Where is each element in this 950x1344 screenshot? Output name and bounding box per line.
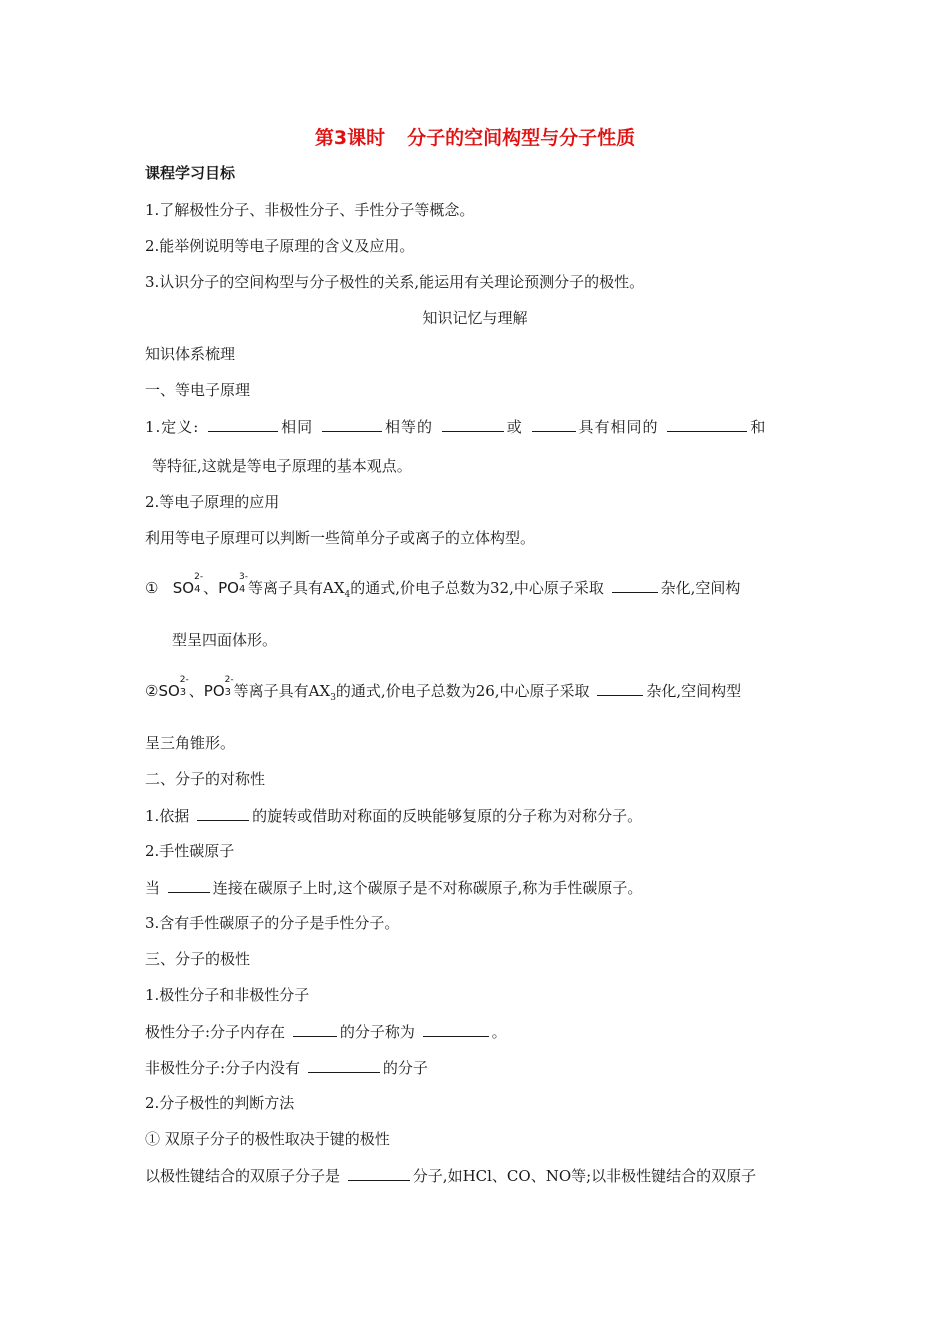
fill-blank[interactable] xyxy=(168,877,210,893)
polarity-line-4: 2.分子极性的判断方法 xyxy=(145,1094,295,1112)
fill-blank[interactable] xyxy=(532,416,576,432)
fill-blank[interactable] xyxy=(322,416,382,432)
application-item-1: ① SO 2- 4 、PO 3- 4 等离子具有$AX_4$的通式,价电子总数为32,中心原子采取 杂化,空间构 xyxy=(145,572,741,600)
application-text: 利用等电子原理可以判断一些简单分子或离子的立体构型。 xyxy=(145,529,536,547)
application-item-1-continuation: 型呈四面体形。 xyxy=(172,631,278,649)
symmetry-line-2: 2.手性碳原子 xyxy=(145,842,235,860)
part3-heading: 三、分子的极性 xyxy=(145,950,251,968)
section-title: 知识记忆与理解 xyxy=(422,309,528,327)
symmetry-line-1: 1.依据 的旋转或借助对称面的反映能够复原的分子称为对称分子。 xyxy=(145,807,643,825)
application-item-2: ②SO 2- 3 、PO 2- 3 等离子具有$AX_3$的通式,价电子总数为26,中心原子采取 杂化,空间构型 xyxy=(145,675,742,703)
objective-item: 2.能举例说明等电子原理的含义及应用。 xyxy=(145,237,415,255)
objective-item: 1.了解极性分子、非极性分子、手性分子等概念。 xyxy=(145,201,475,219)
polarity-line-6: 以极性键结合的双原子分子是 分子,如HCl、CO、NO等;以非极性键结合的双原子 xyxy=(145,1167,757,1185)
symmetry-line-4: 3.含有手性碳原子的分子是手性分子。 xyxy=(145,914,400,932)
fill-blank[interactable] xyxy=(423,1021,489,1037)
part2-heading: 二、分子的对称性 xyxy=(145,770,266,788)
lesson-topic: 分子的空间构型与分子性质 xyxy=(407,127,636,149)
objective-item: 3.认识分子的空间构型与分子极性的关系,能运用有关理论预测分子的极性。 xyxy=(145,273,645,291)
part1-heading: 一、等电子原理 xyxy=(145,381,251,399)
symmetry-line-3: 当 连接在碳原子上时,这个碳原子是不对称碳原子,称为手性碳原子。 xyxy=(145,879,643,897)
ion-formula: PO 3- 4 xyxy=(218,572,248,597)
objectives-heading: 课程学习目标 xyxy=(145,164,236,182)
fill-blank[interactable] xyxy=(597,680,643,696)
polarity-line-2: 极性分子:分子内存在 的分子称为 。 xyxy=(145,1023,507,1041)
system-heading: 知识体系梳理 xyxy=(145,345,236,363)
polarity-line-1: 1.极性分子和非极性分子 xyxy=(145,986,310,1004)
general-formula: $AX_4$ xyxy=(322,579,351,600)
fill-blank[interactable] xyxy=(208,416,278,432)
fill-blank[interactable] xyxy=(667,416,747,432)
ion-formula: PO 2- 3 xyxy=(203,675,234,700)
fill-blank[interactable] xyxy=(612,577,658,593)
lesson-number: 第3课时 xyxy=(314,127,386,149)
polarity-line-3: 非极性分子:分子内没有 的分子 xyxy=(145,1059,428,1077)
fill-blank[interactable] xyxy=(293,1021,337,1037)
polarity-line-5: ① 双原子分子的极性取决于键的极性 xyxy=(145,1130,390,1148)
page-title xyxy=(0,126,950,150)
fill-blank[interactable] xyxy=(442,416,504,432)
fill-blank[interactable] xyxy=(197,805,249,821)
application-item-2-continuation: 呈三角锥形。 xyxy=(145,734,236,752)
definition-line: 1.定义: 相同 相等的 或 具有相同的 和 xyxy=(145,418,767,436)
ion-formula: SO 2- 4 xyxy=(172,572,204,597)
general-formula: $AX_3$ xyxy=(308,682,336,703)
application-heading: 2.等电子原理的应用 xyxy=(145,493,280,511)
fill-blank[interactable] xyxy=(348,1165,410,1181)
ion-formula: SO 2- 3 xyxy=(158,675,189,700)
definition-continuation: 等特征,这就是等电子原理的基本观点。 xyxy=(152,457,412,475)
fill-blank[interactable] xyxy=(308,1057,380,1073)
